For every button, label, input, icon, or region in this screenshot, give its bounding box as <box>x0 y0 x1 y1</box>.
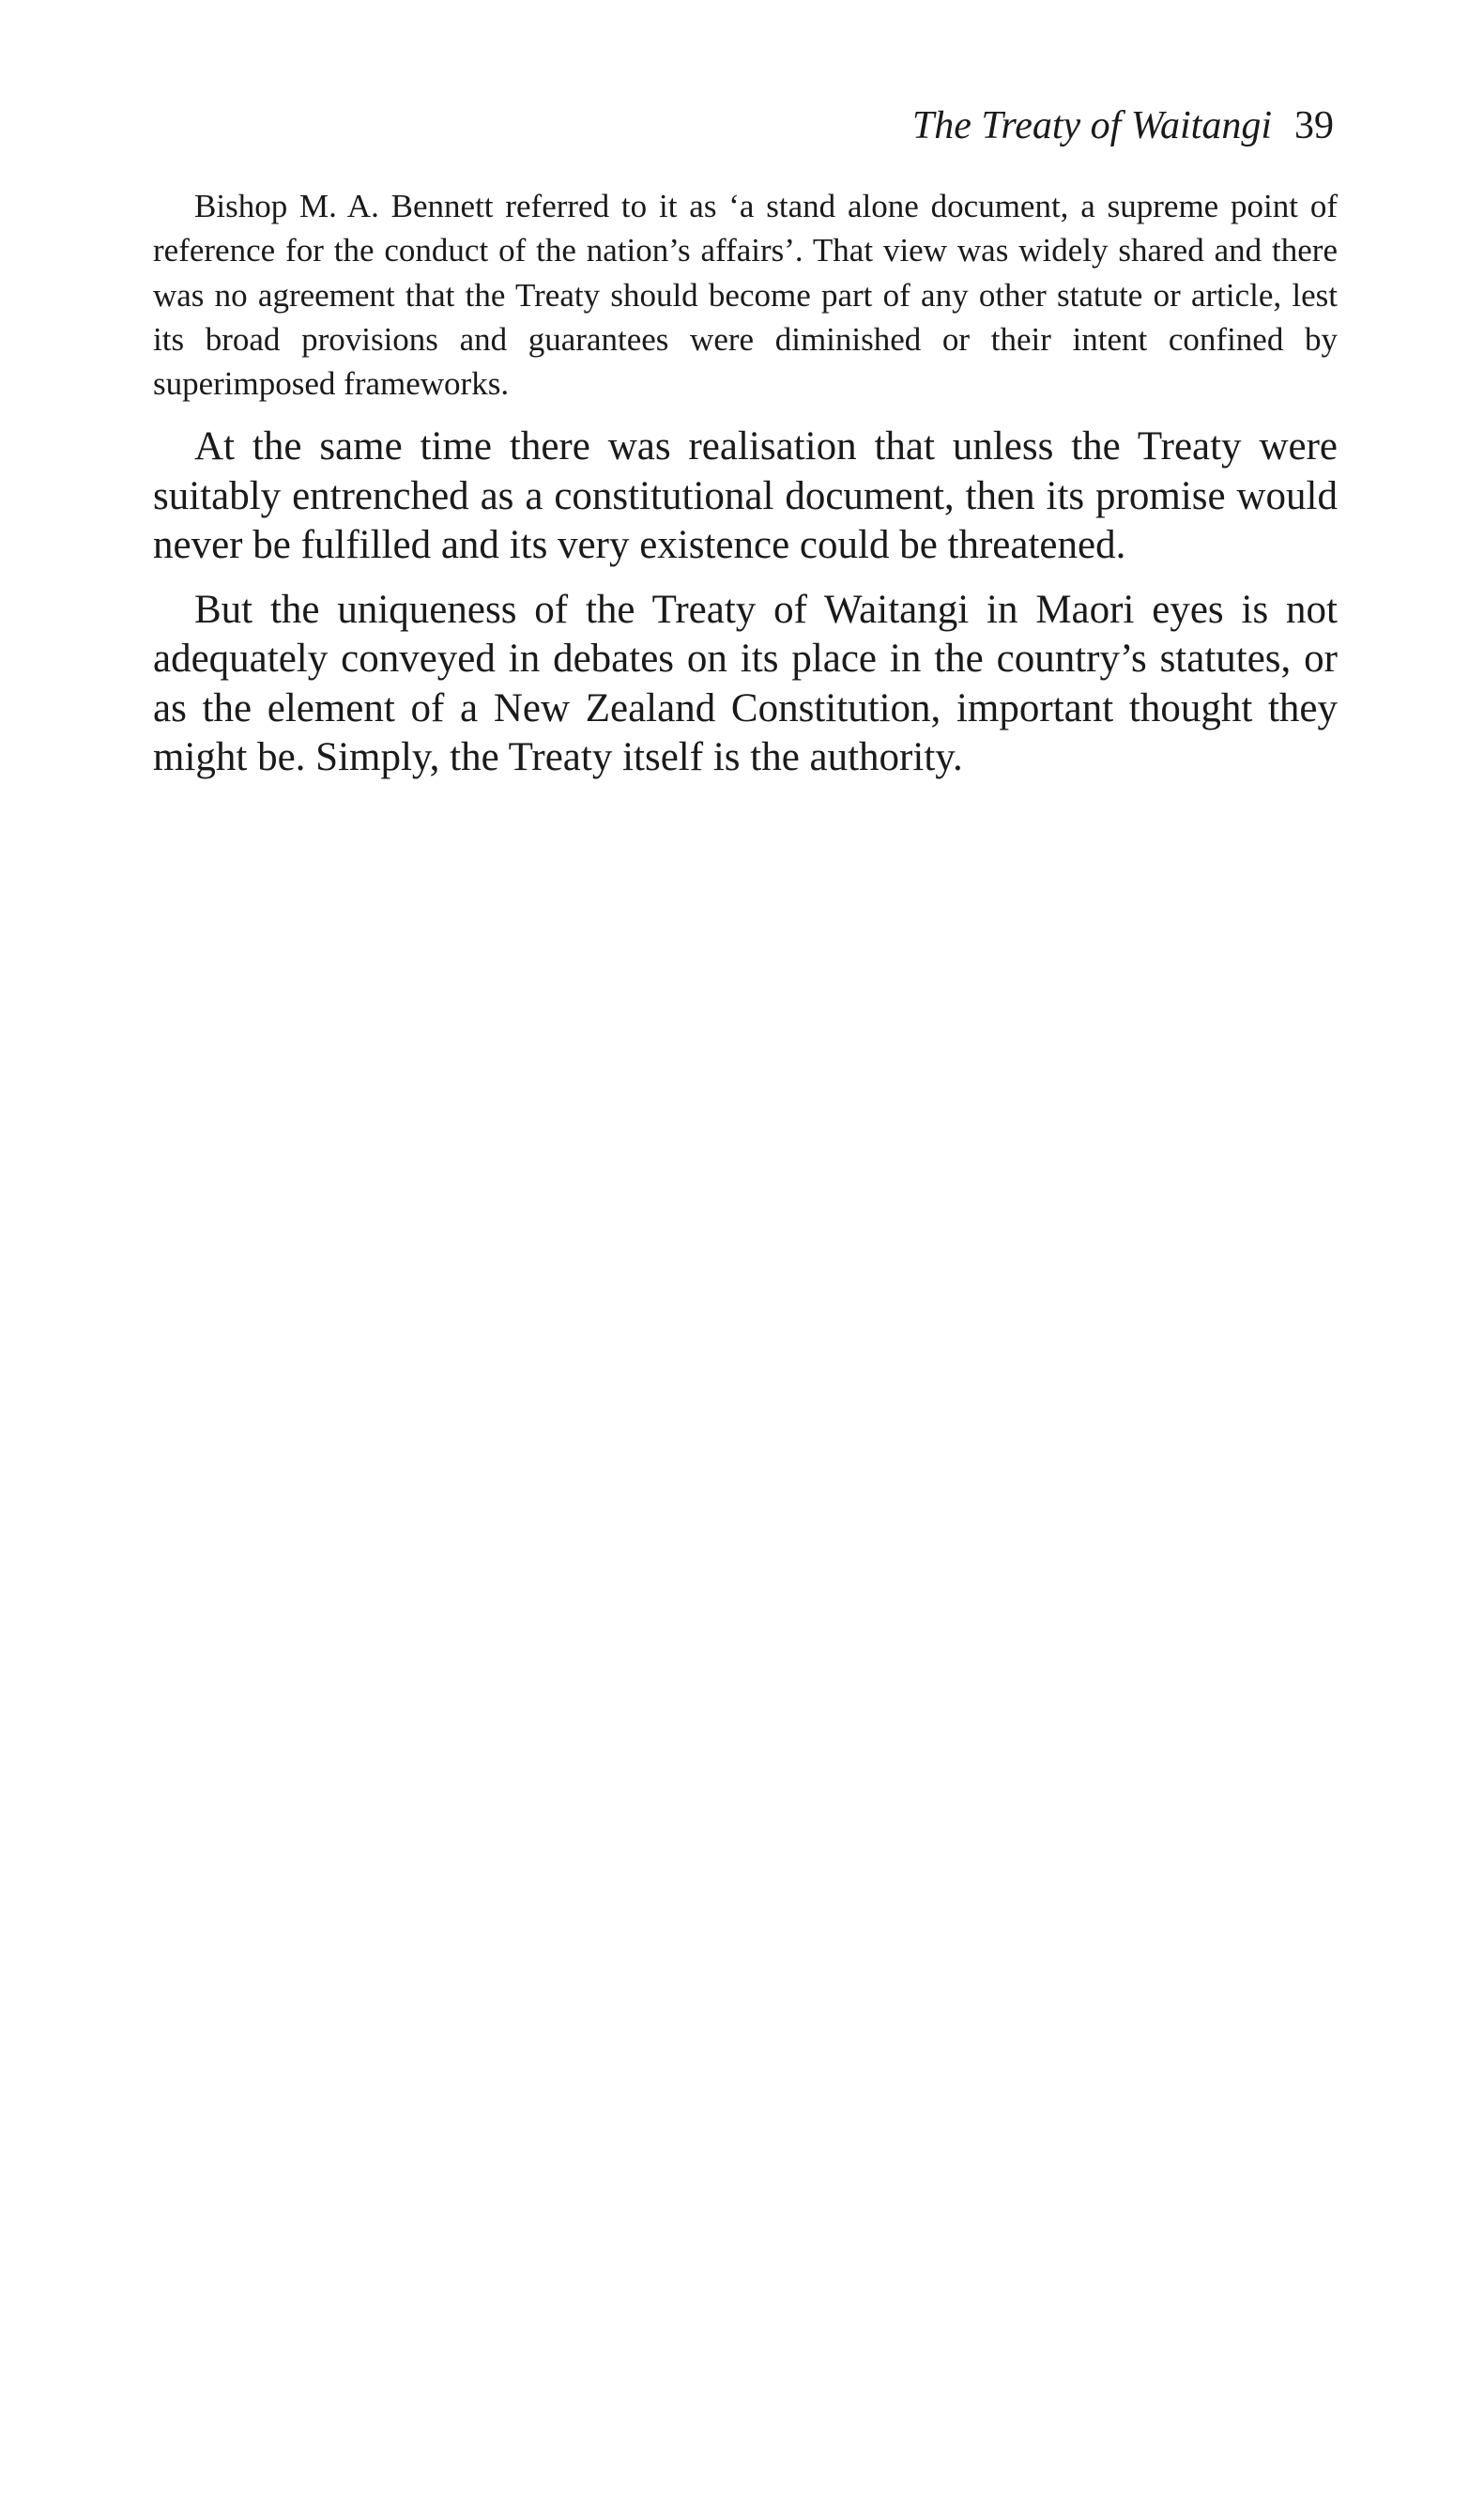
paragraph-authority: But the uniqueness of the Treaty of Waitangi in Maori eyes is not adequately conveyed in debates on its place in the country’s statutes, or as the element of a New Zealand Constitution, important thought they might be. Simply, the Treaty itself is the authority. <box>153 587 1338 780</box>
running-title: The Treaty of Waitangi <box>911 104 1272 147</box>
running-head <box>912 101 1334 150</box>
block-quote: Bishop M. A. Bennett referred to it as ‘a stand alone document, a supreme point of reference for the conduct of the nation’s affairs’. That view was widely shared and there was no agreement that the Treaty should become part of any other statute or article, lest its broad provisions and guarantees were diminished or their intent confined by superimposed frameworks. <box>153 188 1338 403</box>
page-number: 39 <box>1294 104 1334 147</box>
paragraph-entrenchment: At the same time there was realisation that unless the Treaty were suitably entrenched as a constitutional document, then its promise would never be fulfilled and its very existence could be threatened. <box>153 424 1338 568</box>
body-text <box>153 184 1338 798</box>
